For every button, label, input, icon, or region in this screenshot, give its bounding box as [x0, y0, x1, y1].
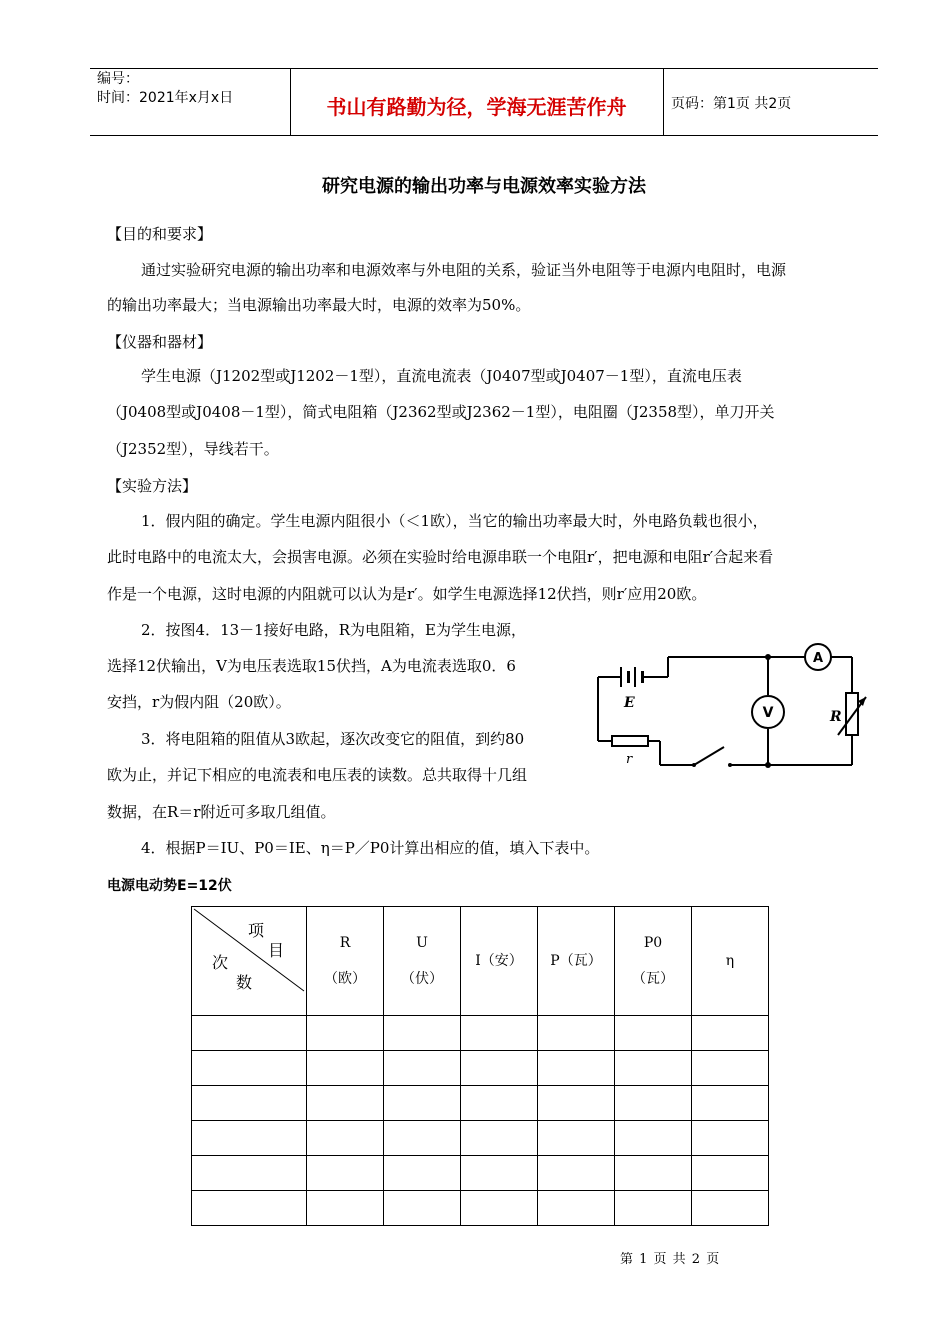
- corner-count-2: 数: [236, 973, 253, 992]
- step3-line-2: 欧为止，并记下相应的电流表和电压表的读数。总共取得十几组: [107, 766, 528, 784]
- step3-line-1: 3．将电阻箱的阻值从3欧起，逐次改变它的阻值，到约80: [141, 730, 525, 748]
- header-bottom-rule: [90, 135, 878, 136]
- step1-line-1: 1．假内阻的确定。学生电源内阻很小（＜1欧），当它的输出功率最大时，外电路负载也很小，: [141, 512, 768, 530]
- header-motto: 书山有路勤为径，学海无涯苦作舟: [326, 95, 627, 119]
- battery-symbol: [620, 667, 644, 687]
- table-row: [192, 1121, 769, 1156]
- purpose-heading: 【目的和要求】: [107, 225, 213, 243]
- voltmeter-label: V: [762, 705, 774, 721]
- col-header-r: R （欧）: [307, 907, 384, 1016]
- col-header-i: I（安）: [461, 907, 538, 1016]
- table-caption: 电源电动势E=12伏: [107, 878, 232, 894]
- header-meta: [97, 70, 233, 108]
- document-title: 研究电源的输出功率与电源效率实验方法: [322, 176, 646, 197]
- table-header-row: [192, 907, 769, 1016]
- header-page-number: 页码：第1页 共2页: [671, 96, 792, 112]
- data-table: [191, 906, 769, 1226]
- col-header-p: P（瓦）: [538, 907, 615, 1016]
- equipment-line-3: （J2352型），导线若干。: [107, 440, 279, 458]
- step1-line-3: 作是一个电源，这时电源的内阻就可以认为是r′。如学生电源选择12伏挡，则r′应用20欧。: [107, 585, 707, 603]
- col-header-u: U （伏）: [384, 907, 461, 1016]
- document-number: 编号：: [97, 71, 139, 87]
- purpose-line-2: 的输出功率最大；当电源输出功率最大时，电源的效率为50%。: [107, 296, 531, 314]
- col-header-eta: η: [692, 907, 769, 1016]
- document-time: 时间：2021年x月x日: [97, 90, 234, 106]
- corner-item-1: 项: [248, 921, 265, 940]
- header-top-rule: [90, 68, 878, 69]
- resistor-box-symbol: [846, 693, 858, 735]
- step4-line-1: 4．根据P＝IU、P0＝IE、η＝P／P0计算出相应的值，填入下表中。: [141, 839, 600, 857]
- table-row: [192, 1016, 769, 1051]
- equipment-line-2: （J0408型或J0408－1型），简式电阻箱（J2362型或J2362－1型），电阻圈（J2358型），单刀开关: [107, 403, 775, 421]
- header-divider-2: [663, 68, 664, 136]
- resistor-label: R: [830, 709, 842, 725]
- corner-item-2: 目: [268, 941, 285, 960]
- page-footer: 第 1 页 共 2 页: [620, 1252, 721, 1267]
- ammeter-label: A: [812, 651, 824, 666]
- corner-count-1: 次: [212, 953, 229, 972]
- purpose-line-1: 通过实验研究电源的输出功率和电源效率与外电阻的关系，验证当外电阻等于电源内电阻时，电源: [141, 261, 787, 279]
- table-row: [192, 1156, 769, 1191]
- step1-line-2: 此时电路中的电流太大，会损害电源。必须在实验时给电源串联一个电阻r′，把电源和电阻r′合起来看: [107, 548, 774, 566]
- equipment-heading: 【仪器和器材】: [107, 333, 213, 351]
- corner-cell: [192, 907, 307, 1016]
- equipment-line-1: 学生电源（J1202型或J1202－1型），直流电流表（J0407型或J0407－1型），直流电压表: [141, 367, 742, 385]
- step3-line-3: 数据，在R＝r附近可多取几组值。: [107, 803, 336, 821]
- method-heading: 【实验方法】: [107, 477, 198, 495]
- step2-line-3: 安挡，r为假内阻（20欧）。: [107, 693, 291, 711]
- table-row: [192, 1051, 769, 1086]
- source-label: E: [624, 695, 635, 711]
- circuit-diagram: [590, 635, 875, 775]
- table-row: [192, 1086, 769, 1121]
- step2-line-1: 2．按图4．13－1接好电路，R为电阻箱，E为学生电源，: [141, 621, 526, 639]
- internal-resistor-symbol: [612, 736, 648, 746]
- col-header-p0: P0 （瓦）: [615, 907, 692, 1016]
- table-row: [192, 1191, 769, 1226]
- step2-line-2: 选择12伏输出，V为电压表选取15伏挡，A为电流表选取0．6: [107, 657, 516, 675]
- internal-resistor-label: r: [626, 752, 633, 767]
